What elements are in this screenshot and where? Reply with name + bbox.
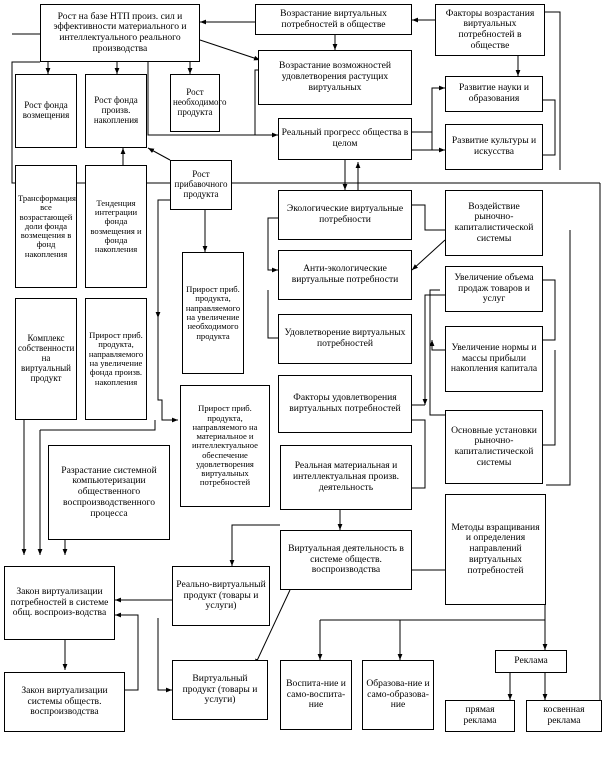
diagram-node [362,660,434,730]
node-label: Рост фонда произв. накопления [93,95,139,125]
diagram-node [445,700,515,732]
diagram-node [445,494,546,605]
node-label: Экологические виртуальные потребности [286,203,404,225]
connector [412,205,445,230]
node-label: Трансформация все возрастающей доли фонда возмещения в фонд накопления [18,193,76,259]
connector [232,525,280,566]
node-label: Закон виртуализации потребностей в системе общ. воспроиз-водства [10,585,109,619]
node-label: Развитие науки и образования [458,82,530,104]
connector [158,618,172,690]
connector [543,100,555,155]
diagram-node [85,74,147,148]
node-label: Реальная материальная и интеллектуальная произв. деятельность [292,460,400,493]
diagram-node [170,74,227,132]
node-label: Возрастание возможностей удовлетворения растущих виртуальных [279,60,391,93]
node-label: Образова-ние и само-образова-ние [366,677,430,711]
node-label: Возрастание виртуальных потребностей в обществе [280,7,387,30]
node-label: Методы взращивания и определения направлений виртуальных потребностей [451,521,540,576]
node-label: Реально-виртуальный продукт (товары и услуги) [176,578,266,612]
diagram-node [495,650,567,673]
node-label: Увеличение нормы и массы прибыли накопления капитала [450,341,538,375]
diagram-node [15,165,77,288]
diagram-node [15,298,77,420]
diagram-node [280,660,352,730]
node-label: Рост прибавочного продукта [174,169,228,199]
node-label: Развитие культуры и искусства [451,135,537,157]
diagram-node [278,250,412,300]
diagram-node [48,445,170,540]
node-label: Виртуальный продукт (товары и услуги) [182,672,258,706]
node-label: Факторы возрастания виртуальных потребностей в обществе [445,7,535,51]
node-label: косвенная реклама [543,704,585,726]
node-label: Рост необходимого продукта [173,87,227,117]
connector [200,40,260,60]
diagram-node [170,160,232,210]
node-label: Реклама [514,655,548,667]
connector [148,148,170,160]
node-label: Разрастание системной компьютеризации общественного воспроизводственного процесса [61,464,157,519]
node-label: Увеличение объема продаж товаров и услуг [454,271,534,305]
diagram-node [280,530,412,590]
node-label: Прирост приб. продукта, направляемого на увеличение необходимого продукта [185,284,241,341]
node-label: Тенденция интеграции фонда возмещения и фонда накопления [90,197,142,255]
connector [268,218,278,270]
diagram-node [435,4,545,56]
diagram-node [278,375,412,433]
connector [158,200,170,318]
diagram-node [278,314,412,364]
node-label: Комплекс собственности на виртуальный продукт [18,333,75,383]
diagram-node [85,298,147,420]
connector [578,183,600,705]
connector [546,230,570,485]
node-label: Основные установки рыночно-капиталистической системы [451,424,537,468]
diagram-node [40,4,200,62]
diagram-node [445,410,543,484]
connector [430,290,445,415]
connector [543,350,555,445]
diagram-node [445,326,543,392]
node-label: Рост фонда возмещения [22,100,70,120]
diagram-node [172,660,268,720]
node-label: Воздействие рыночно-капиталистической системы [454,200,534,244]
diagram-node [85,165,147,288]
connector [432,340,445,350]
diagram-node [15,74,77,148]
connector [158,300,178,420]
node-label: Прирост приб. продукта, направляемого на увеличение фонда произв. накопления [88,330,144,387]
diagram-node [172,566,270,626]
connector [268,290,278,338]
diagram-node [445,124,543,170]
node-label: Факторы удовлетворения виртуальных потребностей [289,392,401,414]
connector [412,240,445,270]
diagram-node [280,445,412,510]
connector [40,420,155,430]
diagram-node [278,190,412,240]
connector [412,420,425,488]
diagram-node [278,118,412,160]
node-label: Закон виртуализации системы обществ. воспроизводства [21,684,108,718]
diagram-node [180,385,270,507]
node-label: Виртуальная деятельность в системе обществ. воспроизводства [288,542,404,576]
diagram-node [445,76,543,112]
node-label: Реальный прогресс общества в целом [281,127,409,149]
diagram-node [255,4,412,35]
node-label: Рост на базе НТП произ. сил и эффективности материального и интеллектуального реального производства [53,10,187,54]
node-label: прямая реклама [463,704,497,726]
node-label: Воспита-ние и само-воспита-ние [286,677,346,711]
node-label: Удовлетворение виртуальных потребностей [284,327,406,349]
diagram-node [4,566,115,640]
diagram-node [445,190,543,256]
diagram-node [445,266,543,312]
diagram-node [182,252,244,374]
node-label: Прирост приб. продукта, направляемого на материальное и интеллектуальное обеспечение удовлетворения виртуальных потребностей [192,403,258,488]
connector [432,132,445,150]
node-label: Анти-экологические виртуальные потребности [291,263,399,285]
diagram-node [4,672,125,732]
diagram-node [526,700,602,732]
connector [543,280,555,340]
diagram-node [258,50,412,105]
connector [412,88,445,132]
